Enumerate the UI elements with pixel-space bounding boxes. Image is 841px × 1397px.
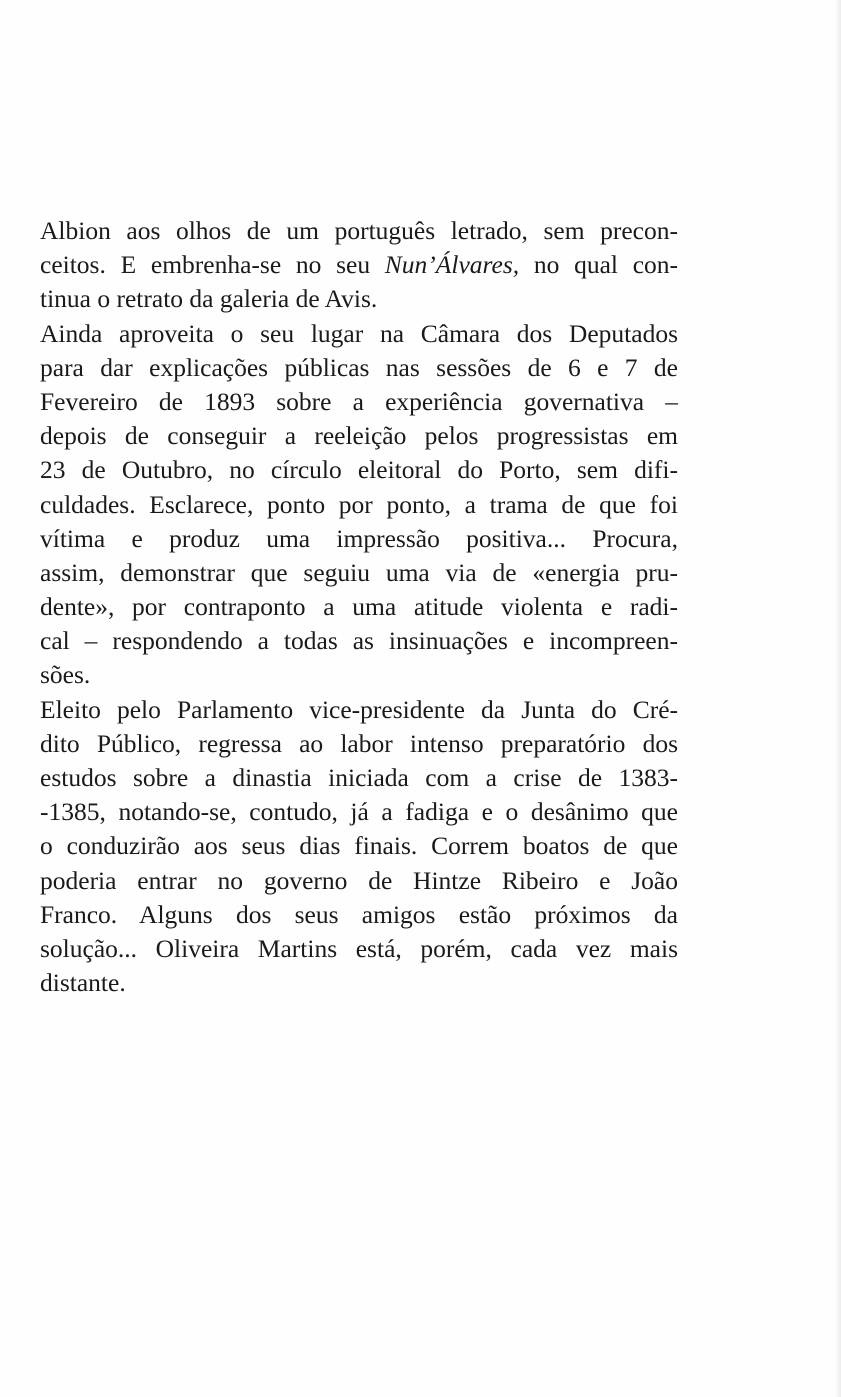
text-line: Franco. Alguns dos seus amigos estão próximos da: [40, 899, 678, 929]
text-line: ceitos. E embrenha-se no seu Nun’Álvares, no qual con-: [40, 250, 678, 280]
paragraph-3: [40, 693, 678, 1001]
body-text: [40, 214, 678, 1000]
paragraph-2: [40, 317, 678, 693]
text-line: o conduzirão aos seus dias finais. Correm boatos de que: [40, 831, 678, 861]
text-line: Eleito pelo Parlamento vice-presidente da Junta do Cré-: [40, 694, 678, 724]
text-line: 23 de Outubro, no círculo eleitoral do Porto, sem difi-: [40, 455, 678, 485]
text-line: Fevereiro de 1893 sobre a experiência governativa –: [40, 386, 678, 416]
text-line: Ainda aproveita o seu lugar na Câmara dos Deputados: [40, 318, 678, 348]
text-line: estudos sobre a dinastia iniciada com a crise de 1383-: [40, 763, 678, 792]
page-edge-shadow: [835, 0, 841, 1397]
text-line: solução... Oliveira Martins está, porém, cada vez mais: [40, 933, 678, 963]
text-line: tinua o retrato da galeria de Avis.: [40, 284, 378, 314]
text-line: culdades. Esclarece, ponto por ponto, a trama de que foi: [40, 489, 678, 519]
book-title: Nun’Álvares,: [384, 250, 520, 280]
text-line: dito Público, regressa ao labor intenso preparatório dos: [40, 728, 678, 758]
paragraph-1: [40, 214, 678, 317]
text-line: para dar explicações públicas nas sessões de 6 e 7 de: [40, 352, 678, 382]
text-line: vítima e produz uma impressão positiva... Procura,: [40, 523, 678, 553]
text-line: Albion aos olhos de um português letrado, sem precon-: [40, 216, 678, 245]
text-line: poderia entrar no governo de Hintze Ribeiro e João: [40, 865, 678, 895]
text-line: -1385, notando-se, contudo, já a fadiga e o desânimo que: [40, 797, 678, 827]
text-line: assim, demonstrar que seguiu uma via de «energia pru-: [40, 557, 678, 587]
text-line: distante.: [40, 968, 126, 998]
text-line: sões.: [40, 660, 91, 690]
text-line: depois de conseguir a reeleição pelos progressistas em: [40, 421, 678, 451]
text-line: dente», por contraponto a uma atitude violenta e radi-: [40, 592, 678, 622]
text-line: cal – respondendo a todas as insinuações e incompreen-: [40, 626, 678, 656]
